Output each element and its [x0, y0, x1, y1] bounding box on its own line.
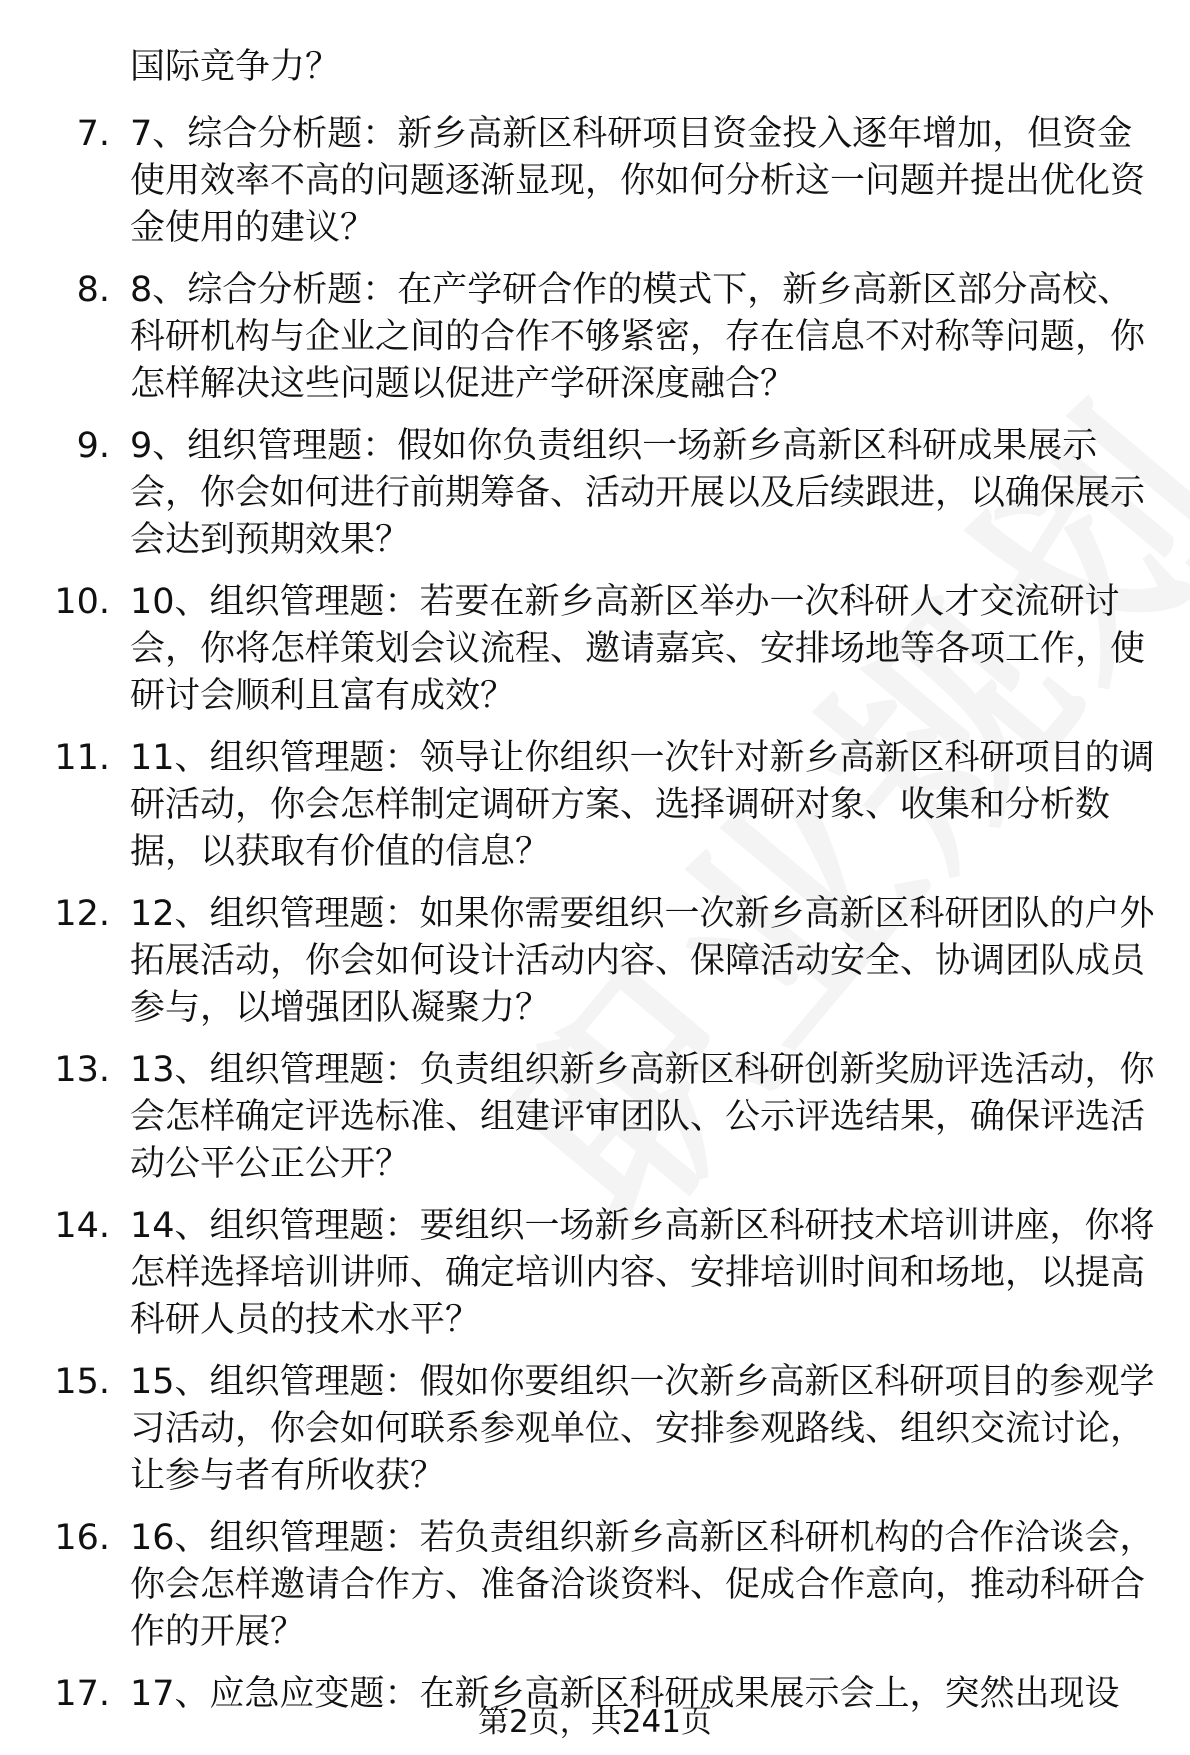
- list-item: [0, 1203, 1190, 1344]
- item-number: 16.: [54, 1518, 110, 1558]
- list-item: [0, 1515, 1190, 1656]
- item-text: 7、综合分析题：新乡高新区科研项目资金投入逐年增加，但资金使用效率不高的问题逐渐显现，你如何分析这一问题并提出优化资金使用的建议？: [130, 114, 1146, 248]
- list-item: [0, 735, 1190, 876]
- list-item: [0, 267, 1190, 408]
- item-text: 16、组织管理题：若负责组织新乡高新区科研机构的合作洽谈会，你会怎样邀请合作方、准备洽谈资料、促成合作意向，推动科研合作的开展？: [130, 1518, 1155, 1652]
- item-number: 9.: [76, 426, 110, 466]
- list-item: [0, 1047, 1190, 1188]
- item-number: 11.: [54, 738, 110, 778]
- item-text: 17、应急应变题：在新乡高新区科研成果展示会上，突然出现设: [130, 1674, 1120, 1714]
- item-text: 15、组织管理题：假如你要组织一次新乡高新区科研项目的参观学习活动，你会如何联系参观单位、安排参观路线、组织交流讨论，让参与者有所收获？: [130, 1362, 1155, 1496]
- list-item: [0, 579, 1190, 720]
- item-number: 13.: [54, 1050, 110, 1090]
- list-item: [0, 891, 1190, 1032]
- item-text: 13、组织管理题：负责组织新乡高新区科研创新奖励评选活动，你会怎样确定评选标准、组建评审团队、公示评选结果，确保评选活动公平公正公开？: [130, 1050, 1155, 1184]
- list-item: [0, 1359, 1190, 1500]
- item-number: 14.: [54, 1206, 110, 1246]
- continuation-text: 国际竞争力？: [130, 47, 341, 87]
- item-number: 12.: [54, 894, 110, 934]
- item-number: 17.: [54, 1674, 110, 1714]
- item-text: 12、组织管理题：如果你需要组织一次新乡高新区科研团队的户外拓展活动，你会如何设计活动内容、保障活动安全、协调团队成员参与，以增强团队凝聚力？: [130, 894, 1155, 1028]
- item-text: 10、组织管理题：若要在新乡高新区举办一次科研人才交流研讨会，你将怎样策划会议流程、邀请嘉宾、安排场地等各项工作，使研讨会顺利且富有成效？: [130, 582, 1146, 716]
- item-number: 7.: [76, 114, 110, 154]
- item-text: 8、综合分析题：在产学研合作的模式下，新乡高新区部分高校、科研机构与企业之间的合作不够紧密，存在信息不对称等问题，你怎样解决这些问题以促进产学研深度融合？: [130, 270, 1146, 404]
- question-list: [0, 44, 1190, 1733]
- item-text: 11、组织管理题：领导让你组织一次针对新乡高新区科研项目的调研活动，你会怎样制定调研方案、选择调研对象、收集和分析数据，以获取有价值的信息？: [130, 738, 1155, 872]
- item-text: 14、组织管理题：要组织一场新乡高新区科研技术培训讲座，你将怎样选择培训讲师、确定培训内容、安排培训时间和场地，以提高科研人员的技术水平？: [130, 1206, 1155, 1340]
- list-item: [0, 423, 1190, 564]
- item-number: 15.: [54, 1362, 110, 1402]
- item-number: 10.: [54, 582, 110, 622]
- item-text: 9、组织管理题：假如你负责组织一场新乡高新区科研成果展示会，你会如何进行前期筹备、活动开展以及后续跟进，以确保展示会达到预期效果？: [130, 426, 1146, 560]
- list-item: [0, 111, 1190, 252]
- item-number: 8.: [76, 270, 110, 310]
- page-footer: 第2页，共241页: [478, 1704, 712, 1740]
